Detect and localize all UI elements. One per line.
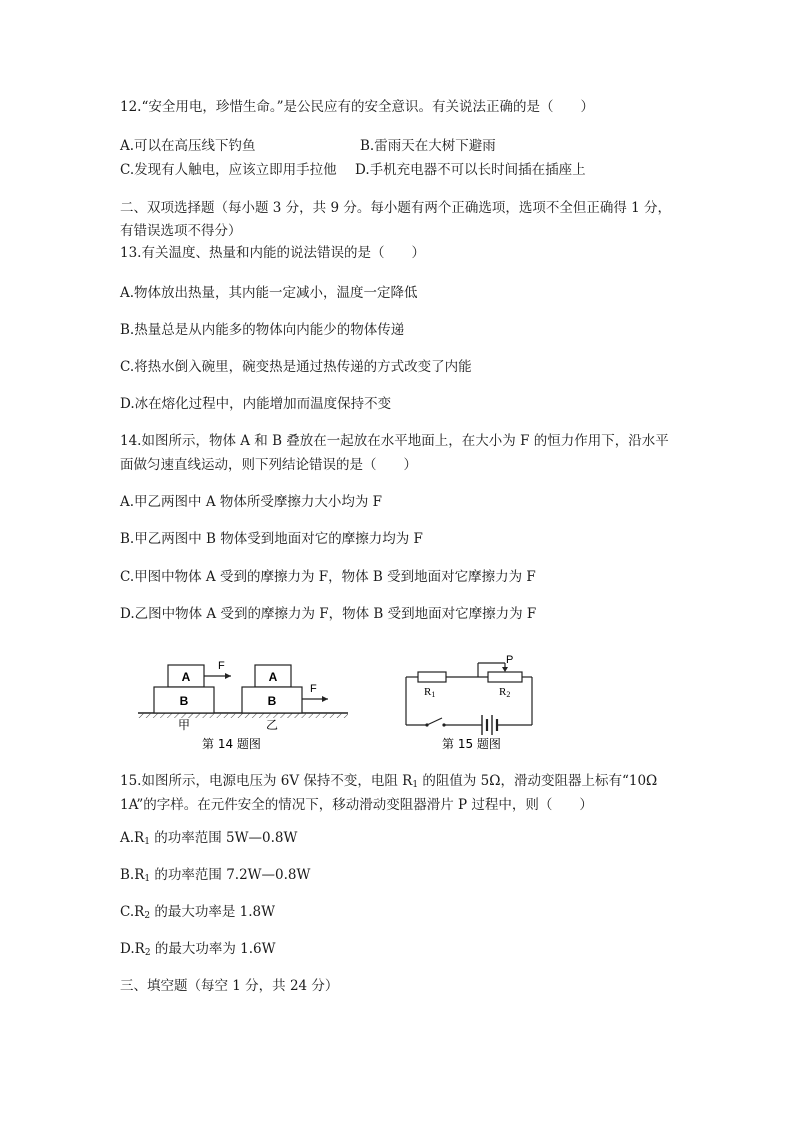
force-label-jia: F (218, 660, 225, 672)
section3-heading: 三、填空题（每空 1 分，共 24 分） (120, 978, 339, 994)
q13-stem: 13.有关温度、热量和内能的说法错误的是（ ） (120, 245, 425, 261)
q12-option-b: B.雷雨天在大树下避雨 (360, 138, 496, 154)
q14-stem-line1: 14.如图所示，物体 A 和 B 叠放在一起放在水平地面上，在大小为 F 的恒力作用下，沿水平 (120, 433, 669, 449)
resistor-r2 (488, 672, 522, 682)
q12-option-c: C.发现有人触电，应该立即用手拉他 (120, 162, 337, 178)
switch-lever (427, 718, 442, 725)
resistor-r1 (418, 672, 446, 682)
q12-stem: 12.“安全用电，珍惜生命。”是公民应有的安全意识。有关说法正确的是（ ） (120, 99, 595, 115)
q15-stem-line2: 1A”的字样。在元件安全的情况下，移动滑动变阻器滑片 P 过程中，则（ ） (120, 797, 593, 813)
q15-option-b: $B.R_1$ 的功率范围 7.2W—0.8W (120, 867, 311, 884)
q13-option-a: A.物体放出热量，其内能一定减小，温度一定降低 (120, 285, 418, 301)
q15-option-c: $C.R_2$ 的最大功率是 1.8W (120, 904, 275, 921)
block-b-label-jia: B (179, 694, 189, 708)
r2-label: R2 (499, 686, 511, 699)
block-b-label-yi: B (267, 694, 277, 708)
ground-hatch (138, 713, 348, 718)
label-jia: 甲 (178, 718, 191, 732)
block-a-label-yi: A (268, 670, 278, 684)
figure-15-caption: 第 15 题图 (442, 737, 501, 751)
section2-heading-line2: 有错误选项不得分） (120, 223, 242, 239)
q14-option-c: C.甲图中物体 A 受到的摩擦力为 F，物体 B 受到地面对它摩擦力为 F (120, 569, 536, 585)
q12-option-a: A.可以在高压线下钓鱼 (120, 138, 256, 154)
q15-option-d: $D.R_2$ 的最大功率为 1.6W (120, 941, 276, 958)
slider-arrow (502, 667, 508, 672)
block-a-label-jia: A (181, 670, 191, 684)
r1-label: R1 (424, 686, 436, 699)
q13-option-d: D.冰在熔化过程中，内能增加而温度保持不变 (120, 396, 392, 412)
slider-label: P (506, 655, 514, 666)
q14-option-d: D.乙图中物体 A 受到的摩擦力为 F，物体 B 受到地面对它摩擦力为 F (120, 606, 537, 622)
q14-stem-line2: 面做匀速直线运动，则下列结论错误的是（ ） (120, 457, 417, 473)
section2-heading-line1: 二、双项选择题（每小题 3 分，共 9 分。每小题有两个正确选项，选项不全但正确得 1 分， (120, 200, 672, 216)
q15-option-a: $A.R_1$ 的功率范围 5W—0.8W (120, 830, 298, 847)
figure-15 (398, 655, 568, 755)
q13-option-c: C.将热水倒入碗里，碗变热是通过热传递的方式改变了内能 (120, 359, 472, 375)
q13-option-b: B.热量总是从内能多的物体向内能少的物体传递 (120, 322, 405, 338)
q12-option-d: D.手机充电器不可以长时间插在插座上 (355, 162, 586, 178)
q14-option-b: B.甲乙两图中 B 物体受到地面对它的摩擦力均为 F (120, 531, 423, 547)
figure-14 (138, 655, 358, 755)
figure-14-caption: 第 14 题图 (202, 737, 261, 751)
label-yi: 乙 (266, 718, 279, 732)
q15-stem-line1: 15.如图所示，电源电压为 6V 保持不变，电阻 $R_1$ 的阻值为 5Ω，滑动变阻器上标有“10Ω (120, 773, 658, 790)
force-label-yi: F (310, 683, 317, 695)
q14-option-a: A.甲乙两图中 A 物体所受摩擦力大小均为 F (120, 494, 383, 510)
